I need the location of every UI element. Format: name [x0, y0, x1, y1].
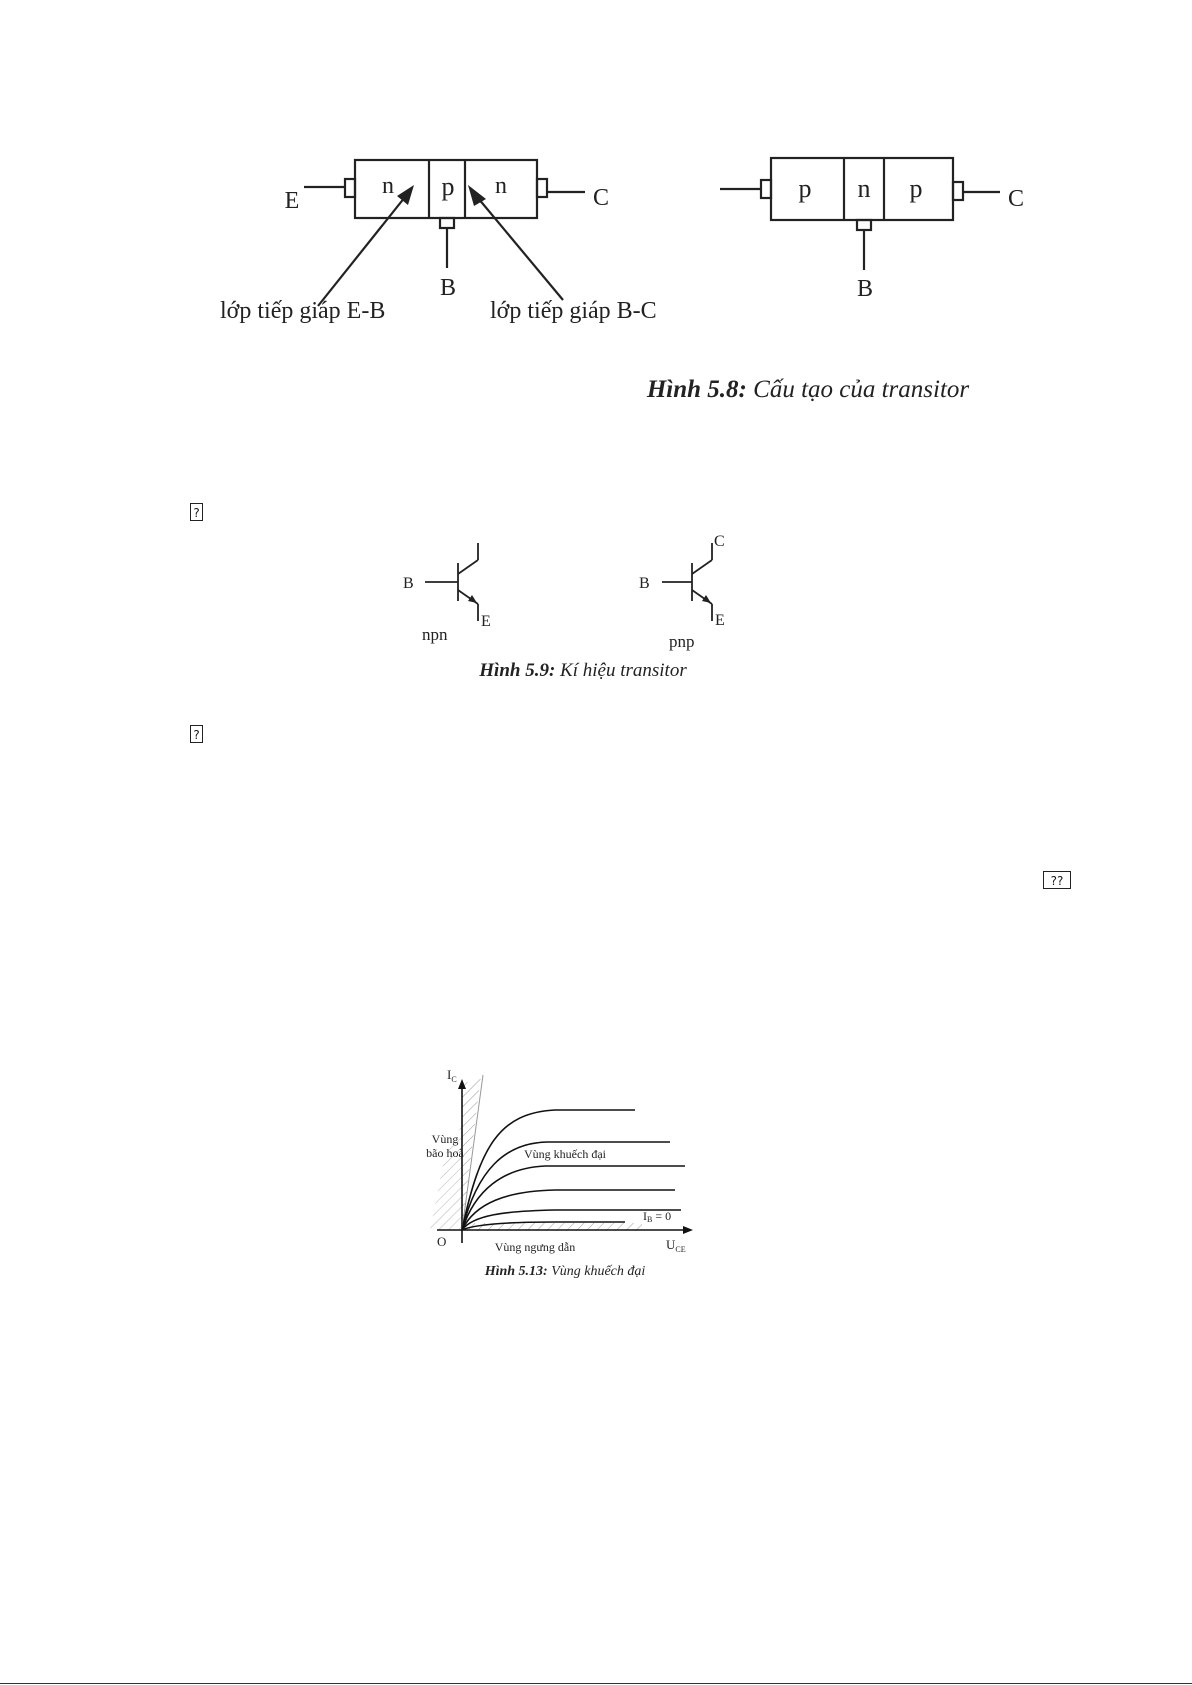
- active-region-label: Vùng khuếch đại: [524, 1147, 606, 1161]
- npn-symbol-base: B: [403, 575, 414, 592]
- pnp-symbol-collector: C: [714, 533, 725, 550]
- pnp-layer-3: p: [909, 174, 923, 203]
- saturation-region-label-1: Vùng: [431, 1132, 459, 1146]
- figure-5-13-caption: [484, 1264, 646, 1279]
- npn-layer-1: n: [382, 173, 394, 199]
- missing-glyph-icon: ?: [190, 725, 203, 743]
- saturation-region-label-2: bão hoà: [426, 1146, 464, 1160]
- npn-symbol-emitter: E: [481, 613, 491, 630]
- pnp-layer-1: p: [798, 174, 812, 203]
- figure-5-9-symbols: [380, 525, 800, 685]
- junction-eb-label: lớp tiếp giáp E-B: [220, 298, 386, 324]
- figure-5-8-caption: [646, 376, 970, 403]
- npn-layer-3: n: [495, 173, 507, 199]
- pnp-symbol-emitter: E: [715, 612, 725, 629]
- pnp-symbol-name: pnp: [669, 632, 695, 651]
- figure-5-8-caption-bold: Hình 5.8:: [646, 376, 747, 403]
- figure-5-9-caption-bold: Hình 5.9:: [479, 660, 556, 681]
- figure-5-13-caption-bold: Hình 5.13:: [484, 1264, 548, 1279]
- figure-5-13-characteristic: [415, 1065, 715, 1285]
- cutoff-region-label: Vùng ngưng dẫn: [494, 1240, 576, 1254]
- pnp-base-label: B: [856, 276, 874, 302]
- npn-base-label: B: [439, 275, 457, 301]
- figure-5-8-caption-text: Cấu tạo của transitor: [746, 376, 970, 403]
- x-axis-label: $U_{CE}$: [666, 1237, 686, 1254]
- pnp-layer-2: n: [857, 174, 871, 203]
- npn-emitter-label: E: [284, 188, 300, 214]
- npn-symbol-name: npn: [422, 625, 448, 644]
- page-footer-rule: [0, 1683, 1192, 1684]
- npn-collector-label: C: [592, 185, 610, 211]
- origin-label: O: [437, 1234, 447, 1249]
- figure-5-9-caption: [478, 660, 687, 681]
- junction-bc-label: lớp tiếp giáp B-C: [490, 298, 657, 324]
- pnp-symbol-base: B: [639, 575, 650, 592]
- npn-layer-2: p: [441, 172, 455, 201]
- figure-5-9-caption-text: Kí hiệu transitor: [555, 660, 687, 681]
- missing-glyph-icon: ??: [1043, 871, 1071, 889]
- y-axis-label: $I_C$: [447, 1067, 457, 1084]
- figure-5-13-caption-text: Vùng khuếch đại: [547, 1264, 646, 1279]
- pnp-collector-label: C: [1007, 186, 1025, 212]
- figure-5-8-structure: [0, 0, 1192, 420]
- missing-glyph-icon: ?: [190, 503, 203, 521]
- ib-zero-label: IB = 0: [643, 1209, 672, 1224]
